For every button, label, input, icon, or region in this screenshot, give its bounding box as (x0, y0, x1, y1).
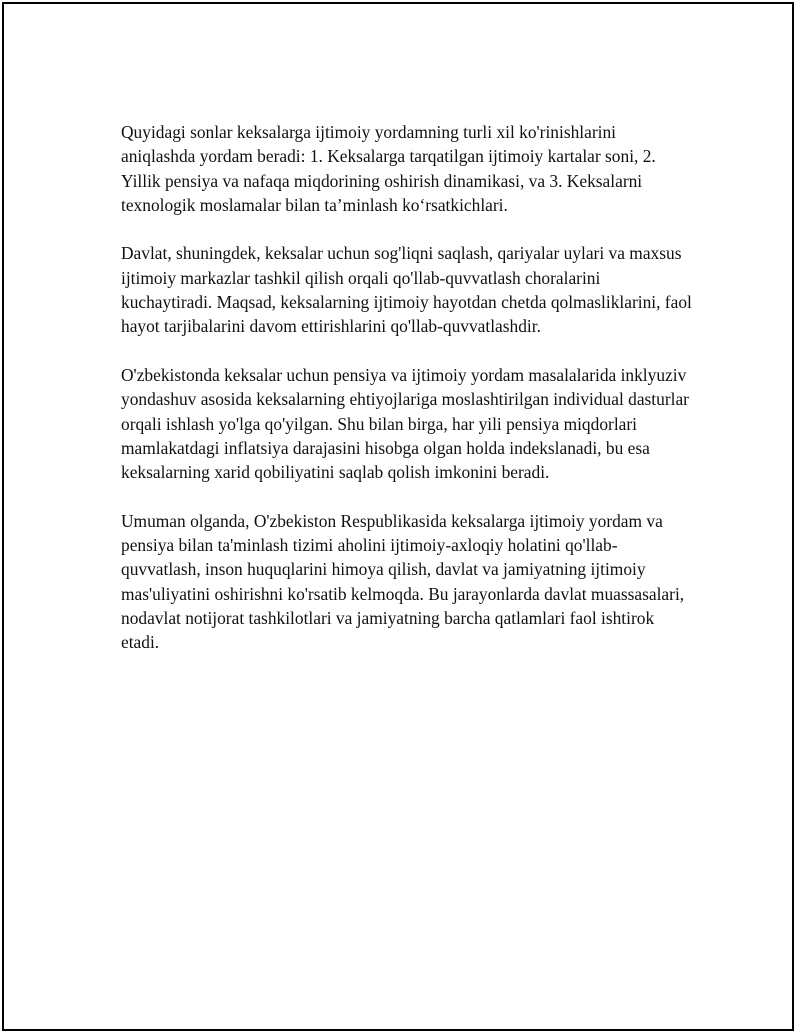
paragraph-3: O'zbekistonda keksalar uchun pensiya va ijtimoiy yordam masalalarida inklyuziv yondashuv asosida keksalarning ehtiyojlariga moslashtirilgan individual dasturlar orqali ishlash yo'lga qo'yilgan. Shu bilan birga, har yili pensiya miqdorlari mamlakatdagi inflatsiya darajasini hisobga olgan holda indekslanadi, bu esa keksalarning xarid qobiliyatini saqlab qolish imkonini beradi. (121, 364, 689, 483)
paragraph-4: Umuman olganda, O'zbekiston Respublikasida keksalarga ijtimoiy yordam va pensiya bilan ta'minlash tizimi aholini ijtimoiy-axloqiy holatini qo'llab-quvvatlash, inson huquqlarini himoya qilish, davlat va jamiyatning ijtimoiy mas'uliyatini oshirishni ko'rsatib kelmoqda. Bu jarayonlarda davlat muassasalari, nodavlat notijorat tashkilotlari va jamiyatning barcha qatlamlari faol ishtirok etadi. (121, 510, 685, 653)
document-body (121, 120, 693, 679)
page-frame (2, 2, 794, 1031)
paragraph-1: Quyidagi sonlar keksalarga ijtimoiy yordamning turli xil ko'rinishlarini aniqlashda yordam beradi: 1. Keksalarga tarqatilgan ijtimoiy kartalar soni, 2. Yillik pensiya va nafaqa miqdorining oshirish dinamikasi, va 3. Keksalarni texnologik moslamalar bilan ta’minlash ko‘rsatkichlari. (121, 122, 656, 215)
paragraph-2: Davlat, shuningdek, keksalar uchun sog'liqni saqlash, qariyalar uylari va maxsus ijtimoiy markazlar tashkil qilish orqali qo'llab-quvvatlash choralarini kuchaytiradi. Maqsad, keksalarning ijtimoiy hayotdan chetda qolmasliklarini, faol hayot tarjibalarini davom ettirishlarini qo'llab-quvvatlashdir. (121, 243, 692, 337)
